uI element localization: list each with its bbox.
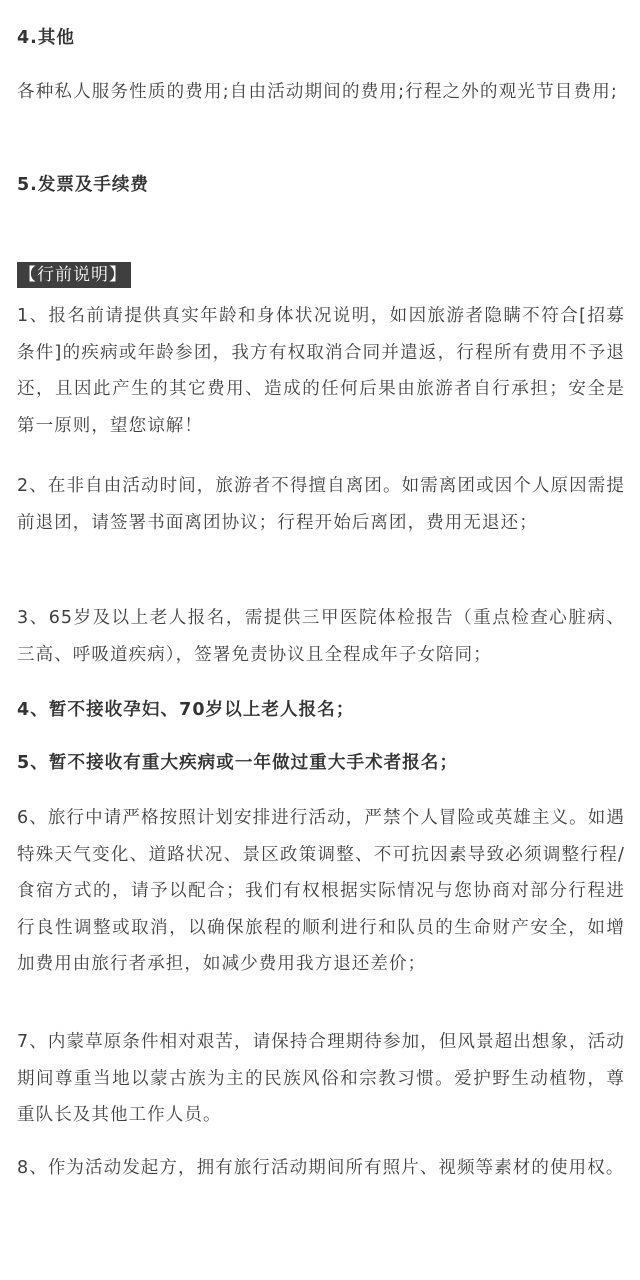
pre-trip-item-2: 2、在非自由活动时间，旅游者不得擅自离团。如需离团或因个人原因需提前退团，请签署书面离团协议；行程开始后离团，费用无退还； bbox=[17, 476, 625, 533]
section-5-title: 5.发票及手续费 bbox=[17, 175, 149, 195]
pre-trip-section-tag: 【行前说明】 bbox=[17, 262, 131, 288]
pre-trip-item-5: 5、暂不接收有重大疾病或一年做过重大手术者报名； bbox=[17, 753, 459, 773]
pre-trip-item-6: 6、旅行中请严格按照计划安排进行活动，严禁个人冒险或英雄主义。如遇特殊天气变化、道路状况、景区政策调整、不可抗因素导致必须调整行程/食宿方式的，请予以配合；我们有权根据实际情况与您协商对部分行程进行良性调整或取消，以确保旅程的顺利进行和队员的生命财产安全，如增加费用由旅行者承担，如减少费用我方退还差价； bbox=[17, 808, 625, 974]
pre-trip-item-8: 8、作为活动发起方，拥有旅行活动期间所有照片、视频等素材的使用权。 bbox=[17, 1158, 625, 1178]
pre-trip-item-4: 4、暂不接收孕妇、70岁以上老人报名； bbox=[17, 700, 355, 720]
section-4-body: 各种私人服务性质的费用;自由活动期间的费用;行程之外的观光节目费用; bbox=[17, 82, 618, 102]
section-4-title: 4.其他 bbox=[17, 28, 75, 48]
pre-trip-item-1: 1、报名前请提供真实年龄和身体状况说明，如因旅游者隐瞒不符合[招募条件]的疾病或年龄参团，我方有权取消合同并遣返，行程所有费用不予退还，且因此产生的其它费用、造成的任何后果由旅游者自行承担；安全是第一原则，望您谅解！ bbox=[17, 306, 625, 436]
pre-trip-item-7: 7、内蒙草原条件相对艰苦，请保持合理期待参加，但风景超出想象，活动期间尊重当地以蒙古族为主的民族风俗和宗教习惯。爱护野生动植物，尊重队长及其他工作人员。 bbox=[17, 1032, 625, 1125]
pre-trip-item-3: 3、65岁及以上老人报名，需提供三甲医院体检报告（重点检查心脏病、三高、呼吸道疾病），签署免责协议且全程成年子女陪同； bbox=[17, 608, 625, 665]
